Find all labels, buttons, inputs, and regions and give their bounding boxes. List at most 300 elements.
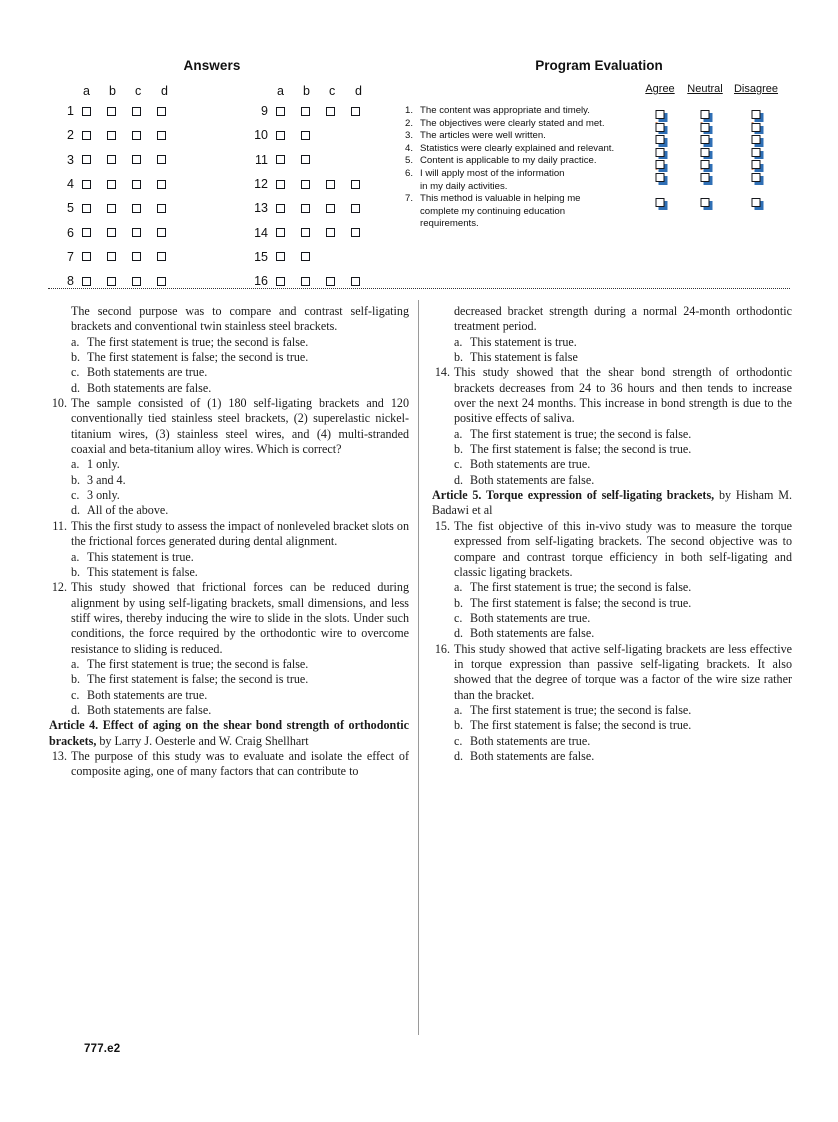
answer-checkbox-11b[interactable] xyxy=(301,155,310,164)
answer-checkbox-8c[interactable] xyxy=(132,277,141,286)
article-authors: by Larry J. Oesterle and W. Craig Shellhart xyxy=(96,733,309,748)
question-number: 11. xyxy=(52,518,67,533)
evaluation-item-number: 6. xyxy=(405,167,414,179)
answers-grid-right xyxy=(242,82,388,293)
answers-column-header-d: d xyxy=(355,83,362,98)
evaluation-item-text-continued: in my daily activities. xyxy=(420,180,508,192)
answer-row-8 xyxy=(48,269,194,293)
answer-cell[interactable] xyxy=(107,228,132,237)
program-evaluation-title: Program Evaluation xyxy=(535,58,663,73)
answer-option[interactable] xyxy=(432,442,792,457)
article-authors: by Hisham M. Badawi et al xyxy=(432,488,792,518)
answer-row-number: 13 xyxy=(254,201,268,216)
option-text: This statement is true. xyxy=(470,334,577,349)
option-letter: a. xyxy=(71,549,80,564)
answer-checkbox-4d[interactable] xyxy=(157,180,166,189)
evaluation-item-text-continued: requirements. xyxy=(420,218,479,230)
question-text: This study showed that active self-ligating brackets are less effective in torque expression than passive self-ligating brackets. It also showed that the degree of torque was a factor of the wire size rather than the bracket. xyxy=(454,641,792,702)
option-text: The first statement is true; the second is false. xyxy=(470,702,692,717)
answer-checkbox-5b[interactable] xyxy=(107,204,116,213)
answer-cell[interactable] xyxy=(276,277,301,286)
answer-row-10 xyxy=(242,123,388,147)
quiz-question xyxy=(432,365,792,426)
answer-checkbox-3d[interactable] xyxy=(157,155,166,164)
evaluation-row-6 xyxy=(404,168,804,193)
answer-cell[interactable] xyxy=(276,204,301,213)
answers-column-header-a: a xyxy=(277,83,284,98)
answers-grid-left xyxy=(48,82,194,293)
answers-column-header-b: b xyxy=(303,83,310,98)
answer-cell[interactable] xyxy=(157,277,182,286)
option-letter: d. xyxy=(71,702,81,717)
quiz-question xyxy=(49,519,409,550)
answer-option[interactable] xyxy=(432,626,792,641)
answer-checkbox-6d[interactable] xyxy=(157,228,166,237)
answer-checkbox-7c[interactable] xyxy=(132,252,141,261)
answer-cell[interactable] xyxy=(132,204,157,213)
answer-checkbox-5c[interactable] xyxy=(132,204,141,213)
answer-checkbox-15b[interactable] xyxy=(301,252,310,261)
evaluation-item-number: 7. xyxy=(405,193,414,205)
article-title: Article 4. Effect of aging on the shear bond strength of orthodontic brackets, xyxy=(49,718,409,748)
answer-checkbox-12a[interactable] xyxy=(276,180,285,189)
answer-row-5 xyxy=(48,196,194,220)
answer-cell[interactable] xyxy=(82,204,107,213)
answer-row-number: 16 xyxy=(254,274,268,289)
answer-cell[interactable] xyxy=(107,252,132,261)
option-text: Both statements are false. xyxy=(470,472,595,487)
answer-row-4 xyxy=(48,172,194,196)
answer-row-2 xyxy=(48,123,194,147)
option-letter: a. xyxy=(454,426,463,441)
answer-checkbox-2c[interactable] xyxy=(132,131,141,140)
option-text: Both statements are true. xyxy=(470,457,591,472)
answer-option[interactable] xyxy=(49,381,409,396)
answer-checkbox-14b[interactable] xyxy=(301,228,310,237)
option-letter: b. xyxy=(71,672,81,687)
answer-cell[interactable] xyxy=(276,228,301,237)
option-text: Both statements are true. xyxy=(87,365,208,380)
question-stem-continued xyxy=(49,304,409,335)
answer-row-number: 9 xyxy=(261,104,268,119)
answers-grids xyxy=(48,82,388,293)
answer-row-12 xyxy=(242,172,388,196)
answer-cell[interactable] xyxy=(132,107,157,116)
answer-cell[interactable] xyxy=(326,277,351,286)
answer-option[interactable] xyxy=(49,488,409,503)
option-text: This statement is true. xyxy=(87,549,194,564)
column-divider-rule xyxy=(418,300,419,1035)
option-text: 3 only. xyxy=(87,488,120,503)
option-letter: d. xyxy=(454,626,464,641)
question-number: 10. xyxy=(51,396,67,411)
option-letter: a. xyxy=(454,580,463,595)
option-letter: d. xyxy=(71,503,81,518)
evaluation-scale-header-row xyxy=(404,83,804,99)
answer-cell[interactable] xyxy=(326,107,351,116)
answer-checkbox-4b[interactable] xyxy=(107,180,116,189)
option-letter: b. xyxy=(71,472,81,487)
answer-cell[interactable] xyxy=(157,228,182,237)
answer-checkbox-9c[interactable] xyxy=(326,107,335,116)
answer-row-number: 4 xyxy=(67,177,74,192)
answer-option[interactable] xyxy=(49,365,409,380)
answer-cell[interactable] xyxy=(301,155,326,164)
answer-cell[interactable] xyxy=(82,131,107,140)
quiz-question xyxy=(432,519,792,580)
quiz-question xyxy=(49,749,409,780)
answers-header-row-left xyxy=(48,82,194,99)
evaluation-item-number: 5. xyxy=(405,155,414,167)
answer-cell[interactable] xyxy=(82,155,107,164)
option-letter: a. xyxy=(454,702,463,717)
answer-cell[interactable] xyxy=(82,228,107,237)
answers-section xyxy=(48,58,388,293)
article-heading xyxy=(432,488,792,519)
answer-option[interactable] xyxy=(49,350,409,365)
option-letter: c. xyxy=(454,733,463,748)
answer-cell[interactable] xyxy=(132,252,157,261)
evaluation-row-4 xyxy=(404,143,804,156)
question-text: This study showed that frictional forces can be reduced during alignment by using self-ligating brackets, small dimensions, and less stiff wires, thereby inducing the wire to slide in the slots. Under such conditions, the force required by the orthodontic wire to overcome resistance to sliding is reduced. xyxy=(71,580,409,656)
answer-cell[interactable] xyxy=(82,252,107,261)
answer-cell[interactable] xyxy=(132,228,157,237)
answer-row-number: 10 xyxy=(254,128,268,143)
option-letter: b. xyxy=(454,595,464,610)
answer-cell[interactable] xyxy=(157,155,182,164)
answer-row-3 xyxy=(48,148,194,172)
quiz-column-right xyxy=(432,304,792,764)
answer-checkbox-14a[interactable] xyxy=(276,228,285,237)
option-letter: d. xyxy=(454,472,464,487)
answer-checkbox-13b[interactable] xyxy=(301,204,310,213)
answer-checkbox-12b[interactable] xyxy=(301,180,310,189)
answer-checkbox-2a[interactable] xyxy=(82,131,91,140)
answer-option[interactable] xyxy=(49,565,409,580)
answer-row-11 xyxy=(242,148,388,172)
answer-checkbox-6b[interactable] xyxy=(107,228,116,237)
answer-checkbox-12c[interactable] xyxy=(326,180,335,189)
answer-option[interactable] xyxy=(432,427,792,442)
answers-header-row-right xyxy=(242,82,388,99)
question-number: 14. xyxy=(434,365,450,380)
answer-cell[interactable] xyxy=(132,180,157,189)
answer-row-number: 2 xyxy=(67,128,74,143)
answer-checkbox-9a[interactable] xyxy=(276,107,285,116)
answer-checkbox-8a[interactable] xyxy=(82,277,91,286)
answer-cell[interactable] xyxy=(276,252,301,261)
option-text: The first statement is true; the second is false. xyxy=(470,580,692,595)
evaluation-item-number: 2. xyxy=(405,117,414,129)
option-letter: c. xyxy=(71,488,80,503)
answer-option[interactable] xyxy=(432,611,792,626)
quiz-question xyxy=(432,642,792,703)
answer-option[interactable] xyxy=(432,473,792,488)
answer-checkbox-8b[interactable] xyxy=(107,277,116,286)
option-text: The first statement is false; the second is true. xyxy=(87,672,309,687)
answer-checkbox-2b[interactable] xyxy=(107,131,116,140)
option-letter: b. xyxy=(71,564,81,579)
answer-cell[interactable] xyxy=(351,228,376,237)
answer-cell[interactable] xyxy=(132,277,157,286)
answers-title: Answers xyxy=(183,58,241,73)
answer-cell[interactable] xyxy=(351,204,376,213)
answer-cell[interactable] xyxy=(326,228,351,237)
answer-checkbox-1c[interactable] xyxy=(132,107,141,116)
option-letter: b. xyxy=(454,718,464,733)
answer-checkbox-13a[interactable] xyxy=(276,204,285,213)
answer-checkbox-1d[interactable] xyxy=(157,107,166,116)
article-title: Article 5. Torque expression of self-ligating brackets, xyxy=(432,488,715,503)
article-heading xyxy=(49,718,409,749)
page-number: 777.e2 xyxy=(84,1043,121,1055)
option-text: The first statement is true; the second is false. xyxy=(87,334,309,349)
answer-cell[interactable] xyxy=(301,252,326,261)
answer-cell[interactable] xyxy=(107,131,132,140)
option-letter: a. xyxy=(71,334,80,349)
answer-checkbox-7a[interactable] xyxy=(82,252,91,261)
question-number: 12. xyxy=(51,580,67,595)
option-letter: d. xyxy=(71,380,81,395)
answer-cell[interactable] xyxy=(301,277,326,286)
option-text: 1 only. xyxy=(87,457,120,472)
answer-checkbox-12d[interactable] xyxy=(351,180,360,189)
answer-checkbox-1a[interactable] xyxy=(82,107,91,116)
answer-checkbox-16b[interactable] xyxy=(301,277,310,286)
answer-checkbox-7b[interactable] xyxy=(107,252,116,261)
question-stem-text: The second purpose was to compare and contrast self-ligating brackets and conventional twin stainless steel brackets. xyxy=(71,304,409,334)
question-number: 13. xyxy=(51,748,67,763)
evaluation-item-rows xyxy=(404,105,804,231)
answer-checkbox-13c[interactable] xyxy=(326,204,335,213)
scale-header-disagree: Disagree xyxy=(733,83,779,95)
answer-checkbox-14c[interactable] xyxy=(326,228,335,237)
answer-checkbox-10a[interactable] xyxy=(276,131,285,140)
answer-row-number: 12 xyxy=(254,177,268,192)
answer-row-16 xyxy=(242,269,388,293)
answer-checkbox-8d[interactable] xyxy=(157,277,166,286)
evaluation-row-3 xyxy=(404,130,804,143)
form-separator-dotted-rule xyxy=(48,288,790,289)
answer-cell[interactable] xyxy=(132,131,157,140)
question-number: 15. xyxy=(434,518,450,533)
option-text: The first statement is false; the second is true. xyxy=(87,350,309,365)
answer-cell[interactable] xyxy=(301,107,326,116)
option-text: This statement is false xyxy=(470,350,578,365)
answer-cell[interactable] xyxy=(107,204,132,213)
answer-checkbox-13d[interactable] xyxy=(351,204,360,213)
answer-option[interactable] xyxy=(49,657,409,672)
quiz-question xyxy=(49,580,409,657)
option-letter: c. xyxy=(71,687,80,702)
answer-option[interactable] xyxy=(49,335,409,350)
option-text: Both statements are true. xyxy=(470,610,591,625)
option-text: The first statement is false; the second is true. xyxy=(470,595,692,610)
answer-checkbox-5d[interactable] xyxy=(157,204,166,213)
answer-cell[interactable] xyxy=(276,107,301,116)
answer-option[interactable] xyxy=(432,749,792,764)
answer-row-1 xyxy=(48,99,194,123)
answer-cell[interactable] xyxy=(82,107,107,116)
question-stem-text: decreased bracket strength during a normal 24-month orthodontic treatment period. xyxy=(454,304,792,334)
answer-checkbox-16c[interactable] xyxy=(326,277,335,286)
option-letter: b. xyxy=(454,442,464,457)
answer-checkbox-7d[interactable] xyxy=(157,252,166,261)
option-letter: b. xyxy=(454,350,464,365)
answer-checkbox-9b[interactable] xyxy=(301,107,310,116)
evaluation-item-text: The articles were well written. xyxy=(420,130,546,142)
answer-option[interactable] xyxy=(432,457,792,472)
answer-checkbox-10b[interactable] xyxy=(301,131,310,140)
answer-option[interactable] xyxy=(49,672,409,687)
answers-column-header-c: c xyxy=(329,83,336,98)
answer-row-number: 15 xyxy=(254,249,268,264)
answer-row-number: 7 xyxy=(67,249,74,264)
answers-column-header-d: d xyxy=(161,83,168,98)
evaluation-row-1 xyxy=(404,105,804,118)
option-letter: c. xyxy=(454,610,463,625)
answer-option[interactable] xyxy=(49,550,409,565)
answer-checkbox-4c[interactable] xyxy=(132,180,141,189)
answer-checkbox-15a[interactable] xyxy=(276,252,285,261)
evaluation-row-2 xyxy=(404,118,804,131)
evaluation-item-text: This method is valuable in helping me xyxy=(420,193,581,205)
scale-header-agree: Agree xyxy=(645,83,675,95)
answer-cell[interactable] xyxy=(132,155,157,164)
option-letter: a. xyxy=(71,656,80,671)
evaluation-item-number: 1. xyxy=(405,105,414,116)
cme-answer-form xyxy=(0,0,838,288)
option-text: The first statement is true; the second is false. xyxy=(87,656,309,671)
evaluation-item-text: Statistics were clearly explained and relevant. xyxy=(420,142,615,154)
answer-row-9 xyxy=(242,99,388,123)
answer-checkbox-6a[interactable] xyxy=(82,228,91,237)
answer-checkbox-9d[interactable] xyxy=(351,107,360,116)
option-letter: d. xyxy=(454,748,464,763)
answer-option[interactable] xyxy=(432,703,792,718)
answer-cell[interactable] xyxy=(157,180,182,189)
answer-cell[interactable] xyxy=(107,277,132,286)
answer-cell[interactable] xyxy=(82,180,107,189)
scale-header-neutral: Neutral xyxy=(687,83,723,95)
answer-cell[interactable] xyxy=(276,131,301,140)
answer-option[interactable] xyxy=(432,734,792,749)
answer-row-number: 3 xyxy=(67,152,74,167)
question-text: This study showed that the shear bond strength of orthodontic brackets decreases from 24 to 36 hours and then tends to increase over the next 24 months. This increase in bond strength is due to the positive effects of saliva. xyxy=(454,365,792,426)
answer-checkbox-6c[interactable] xyxy=(132,228,141,237)
option-text: The first statement is true; the second is false. xyxy=(470,426,692,441)
answer-option[interactable] xyxy=(49,503,409,518)
evaluation-item-text: The objectives were clearly stated and met. xyxy=(420,117,605,129)
option-text: All of the above. xyxy=(87,503,169,518)
answer-row-number: 8 xyxy=(67,274,74,289)
answer-row-number: 14 xyxy=(254,225,268,240)
answer-row-7 xyxy=(48,245,194,269)
answer-checkbox-14d[interactable] xyxy=(351,228,360,237)
answer-row-number: 1 xyxy=(67,104,74,119)
answers-column-header-a: a xyxy=(83,83,90,98)
answer-option[interactable] xyxy=(432,580,792,595)
evaluation-row-7 xyxy=(404,193,804,231)
answer-cell[interactable] xyxy=(351,180,376,189)
option-text: Both statements are false. xyxy=(87,702,212,717)
answer-checkbox-16a[interactable] xyxy=(276,277,285,286)
answer-row-6 xyxy=(48,220,194,244)
answer-checkbox-4a[interactable] xyxy=(82,180,91,189)
option-text: The first statement is false; the second is true. xyxy=(470,718,692,733)
answer-row-number: 5 xyxy=(67,201,74,216)
evaluation-item-text-continued: complete my continuing education xyxy=(420,205,566,217)
answer-option[interactable] xyxy=(432,596,792,611)
answer-option[interactable] xyxy=(432,335,792,350)
answer-cell[interactable] xyxy=(157,131,182,140)
option-text: This statement is false. xyxy=(87,564,198,579)
option-text: Both statements are true. xyxy=(87,687,208,702)
answer-option[interactable] xyxy=(49,457,409,472)
answer-option[interactable] xyxy=(49,703,409,718)
option-letter: a. xyxy=(71,457,80,472)
option-letter: c. xyxy=(71,365,80,380)
answer-cell[interactable] xyxy=(301,228,326,237)
answer-cell[interactable] xyxy=(351,107,376,116)
quiz-column-left xyxy=(49,304,409,780)
answer-checkbox-2d[interactable] xyxy=(157,131,166,140)
answer-cell[interactable] xyxy=(157,252,182,261)
answer-checkbox-3b[interactable] xyxy=(107,155,116,164)
answer-row-number: 11 xyxy=(255,152,268,167)
answer-cell[interactable] xyxy=(301,131,326,140)
answer-row-number: 6 xyxy=(67,225,74,240)
answer-row-15 xyxy=(242,245,388,269)
option-text: Both statements are false. xyxy=(87,380,212,395)
option-text: The first statement is false; the second is true. xyxy=(470,442,692,457)
answer-cell[interactable] xyxy=(276,155,301,164)
answer-checkbox-11a[interactable] xyxy=(276,155,285,164)
evaluation-item-number: 4. xyxy=(405,142,414,154)
answer-cell[interactable] xyxy=(301,204,326,213)
quiz-question xyxy=(49,396,409,457)
answer-checkbox-16d[interactable] xyxy=(351,277,360,286)
answer-checkbox-1b[interactable] xyxy=(107,107,116,116)
program-evaluation-section xyxy=(404,58,804,231)
answer-checkbox-3a[interactable] xyxy=(82,155,91,164)
answer-cell[interactable] xyxy=(157,204,182,213)
answer-cell[interactable] xyxy=(326,180,351,189)
answers-column-header-c: c xyxy=(135,83,142,98)
evaluation-row-5 xyxy=(404,155,804,168)
answer-cell[interactable] xyxy=(276,180,301,189)
answer-cell[interactable] xyxy=(107,107,132,116)
answer-option[interactable] xyxy=(49,688,409,703)
answer-row-13 xyxy=(242,196,388,220)
answer-cell[interactable] xyxy=(326,204,351,213)
answer-row-14 xyxy=(242,220,388,244)
question-text: The fist objective of this in-vivo study was to measure the torque expressed from self-ligating brackets. The second objective was to compare and contrast torque efficiency in both self-ligating and classic ligating brackets. xyxy=(454,518,792,579)
answer-option[interactable] xyxy=(432,718,792,733)
answer-cell[interactable] xyxy=(107,180,132,189)
answer-cell[interactable] xyxy=(351,277,376,286)
answer-cell[interactable] xyxy=(157,107,182,116)
answer-checkbox-5a[interactable] xyxy=(82,204,91,213)
option-text: 3 and 4. xyxy=(87,472,126,487)
answer-option[interactable] xyxy=(432,350,792,365)
answer-cell[interactable] xyxy=(301,180,326,189)
answer-option[interactable] xyxy=(49,473,409,488)
answer-checkbox-3c[interactable] xyxy=(132,155,141,164)
answer-cell[interactable] xyxy=(82,277,107,286)
answer-cell[interactable] xyxy=(107,155,132,164)
question-number: 16. xyxy=(434,641,450,656)
